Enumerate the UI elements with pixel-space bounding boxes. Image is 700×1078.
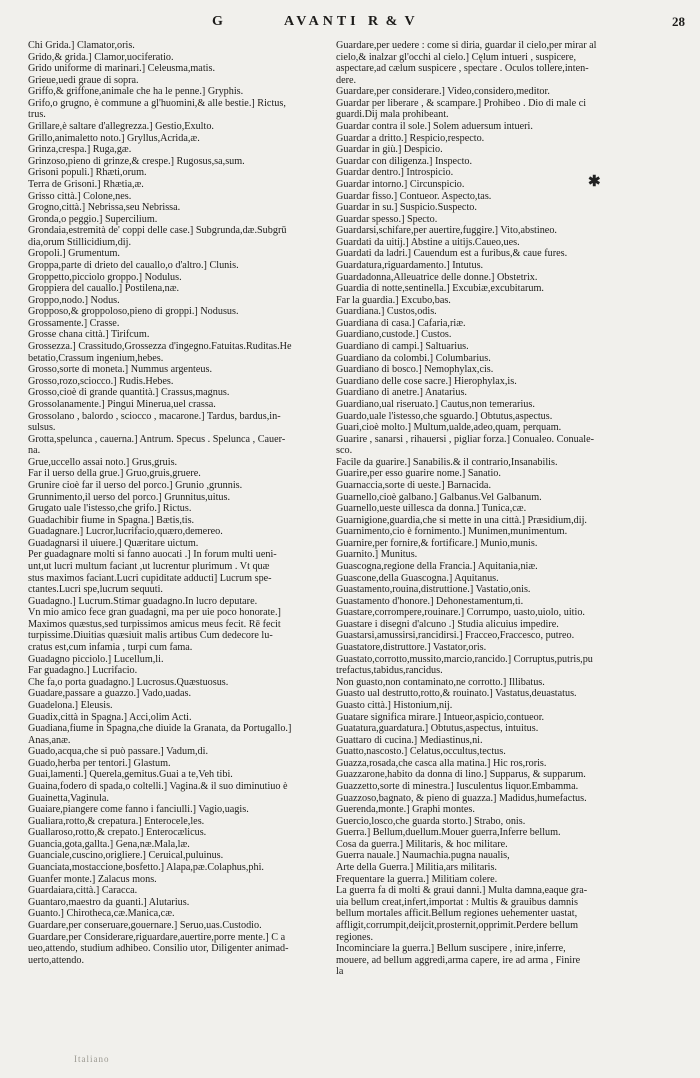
entry-line: Guatare significa mirare.] Intueor,aspicio,contueor. [336, 711, 545, 723]
entry-line: dia,orum Stillicidium,dij. [28, 236, 132, 248]
page-number: 28 [672, 14, 685, 29]
entry-line: Guarnimento,cio è fornimento.] Munimen,munimentum. [336, 526, 568, 538]
entry-line: Guardo,uale l'istesso,che sguardo.] Obtutus,aspectus. [336, 410, 553, 422]
entry-line: Guardar in su.] Suspicio.Suspecto. [336, 202, 477, 214]
entry-line: Guatatura,guardatura.] Obtutus,aspectus, intuitus. [336, 723, 539, 735]
entry-line: Guarnaccia,sorte di ueste.] Barnacida. [336, 479, 492, 491]
entry-line: Guastato,corrotto,mussito,marcio,rancido.] Corruptus,putris,pu [336, 653, 593, 665]
entry-line: Guardiana.] Custos,odis. [336, 306, 437, 318]
entry-line: Guascone,della Guascogna.] Aquitanus. [336, 572, 499, 584]
entry-line: Guadagnare.] Lucror,lucrifacio,quæro,demereo. [28, 526, 223, 538]
entry-line: Guasto ual destrutto,rotto,& rouinato.] Vastatus,deuastatus. [336, 688, 577, 700]
entry-line: Grugato uale l'istesso,che grifo.] Rictus. [28, 503, 192, 515]
entry-line: Guardar per liberare , & scampare.] Prohibeo . Dio di male ci [336, 97, 587, 109]
entry-line: Groppa,parte di drieto del cauallo,o d'altro.] Clunis. [28, 259, 239, 271]
entry-line: Guantaro,maestro da guanti.] Alutarius. [28, 896, 190, 908]
entry-line: Grillare,è saltare d'allegrezza.] Gestio,Exulto. [28, 121, 214, 133]
entry-line: Guadare,passare a guazzo.] Vado,uadas. [28, 688, 192, 700]
entry-line: trefactus,tabidus,rancidus. [336, 665, 443, 677]
entry-line: Grotta,spelunca , cauerna.] Antrum. Specus . Spelunca , Cauer- [28, 433, 286, 445]
entry-line: Grido uniforme di marinari.] Celeusma,matis. [28, 63, 216, 75]
entry-line: Guaiare,piangere come fanno i fanciulli.] Vagio,uagis. [28, 804, 249, 816]
entry-line: Gropoli.] Grumentum. [28, 248, 120, 260]
entry-line: Guazzarone,habito da donna di lino.] Supparus, & supparum. [336, 769, 586, 781]
entry-line: Guarire , sanarsi , rihauersi , pigliar forza.] Conualeo. Conuale- [336, 433, 594, 445]
entry-line: Groppiera del cauallo.] Postilena,næ. [28, 283, 180, 295]
entry-line: Guadiana,fiume in Spagna,che diuide la Granata, da Portugallo.] [28, 723, 292, 735]
entry-line: Far la guardia.] Excubo,bas. [336, 294, 451, 306]
entry-line: betatio,Crassum ingenium,hebes. [28, 352, 164, 364]
entry-line: Chi Grida.] Clamator,oris. [28, 40, 135, 51]
entry-line: Guardiano di campi.] Saltuarius. [336, 341, 469, 353]
entry-line: Cosa da guerra.] Militaris, & hoc militare. [336, 838, 508, 850]
entry-line: Maximos quæstus,sed turpissimos amicus meus fecit. Rē fecit [28, 618, 281, 630]
left-column [28, 40, 330, 966]
entry-line: Griffo,& griffone,animale che ha le penne.] Gryphis. [28, 86, 244, 98]
entry-line: sco. [336, 445, 353, 457]
entry-line: Incominciare la guerra.] Bellum suscipere , inire,inferre, [336, 943, 566, 955]
entry-line: ueo,attendo, studium adhibeo. Consilio utor, Diligenter animad- [28, 943, 289, 955]
entry-line: Guaina,fodero di spada,o coltelli.] Vagina.& il suo diminutiuo è [28, 781, 288, 792]
entry-line: Anas,anæ. [28, 734, 71, 746]
asterisk-ornament-icon: ✱ [588, 174, 601, 190]
entry-line: dere. [336, 74, 357, 86]
entry-line: Grossolano , balordo , sciocco , macarone.] Tardus, bardus,in- [28, 410, 281, 422]
entry-line: Grinzoso,pieno di grinze,& crespe.] Rugosus,sa,sum. [28, 155, 245, 167]
entry-line: Terra de Grisoni.] Rhætia,æ. [28, 178, 144, 190]
entry-line: Grogno,città.] Nebrissa,seu Nebrissa. [28, 202, 181, 214]
running-header [0, 14, 700, 34]
entry-line: Grossamente.] Crasse. [28, 317, 120, 329]
entry-line: Guardar intorno.] Circunspicio. [336, 178, 465, 190]
entry-line: Grido,& grida.] Clamor,uociferatio. [28, 51, 174, 63]
entry-line: Guarnello,cioè galbano.] Galbanus.Vel Galbanum. [336, 491, 542, 503]
entry-line: Guatto,nascosto.] Celatus,occultus,tectus. [336, 746, 506, 758]
entry-line: Guardare,per uedere : come si diria, guardar il cielo,per mirar al [336, 40, 597, 51]
entry-line: Vn mio amico fece gran guadagni, ma per uie poco honorate.] [28, 607, 281, 619]
header-word: AVANTI [284, 14, 360, 29]
entry-line: Far il uerso della grue.] Gruo,gruis,gruere. [28, 468, 201, 480]
entry-line: sulsus. [28, 422, 56, 434]
entry-line: Guadelona.] Eleusis. [28, 699, 113, 711]
entry-line: trus. [28, 109, 46, 121]
entry-line: regiones. [336, 931, 374, 943]
entry-line: Guardare,per conseruare,gouernare.] Seruo,uas.Custodio. [28, 919, 262, 931]
entry-line: Gronda,o peggio.] Supercilium. [28, 213, 158, 225]
entry-line: Guanto.] Chirotheca,cæ.Manica,cæ. [28, 908, 175, 920]
entry-line: Arte della Guerra.] Militia,ars militaris. [336, 862, 497, 874]
entry-line: Guardar fisso.] Contueor. Aspecto,tas. [336, 190, 492, 202]
entry-line: Guerra.] Bellum,duellum.Mouer guerra,Inferre bellum. [336, 827, 561, 839]
entry-line: Guastare,corrompere,rouinare.] Corrumpo, uasto,uiolo, uitio. [336, 607, 585, 619]
entry-line: Grossezza.] Crassitudo,Grossezza d'ingegno.Fatuitas.Ruditas.He [28, 341, 292, 353]
entry-line: Guardar con diligenza.] Inspecto. [336, 155, 473, 167]
entry-line: Guastatore,distruttore.] Vastator,oris. [336, 642, 487, 654]
entry-line: Guari,cioè molto.] Multum,ualde,adeo,quam, perquam. [336, 422, 562, 434]
entry-line: Guastamento,rouina,distruttione.] Vastatio,onis. [336, 584, 531, 596]
entry-line: Che fa,o porta guadagno.] Lucrosus.Quæstuosus. [28, 676, 229, 688]
entry-line: Guardati da uitij.] Abstine a uitijs.Caueo,ues. [336, 236, 520, 248]
entry-line: Guardatura,riguardamento.] Intutus. [336, 259, 484, 271]
entry-line: Guadagnarsi il uiuere.] Quæritare uictum. [28, 537, 199, 549]
entry-line: Guardiano di bosco.] Nemophylax,cis. [336, 364, 494, 376]
entry-line: Per guadagnare molti si fanno auocati .] In forum multi ueni- [28, 549, 277, 561]
entry-line: Guardar spesso.] Specto. [336, 213, 438, 225]
entry-line: Guerenda,monte.] Graphi montes. [336, 804, 475, 816]
entry-line: Guainetta,Vaginula. [28, 792, 109, 804]
entry-line: Non guasto,non contaminato,ne corrotto.] Illibatus. [336, 676, 545, 688]
entry-line: Grosso,sorte di moneta.] Nummus argenteus. [28, 364, 213, 376]
entry-line: stus maximos faciant.Lucri cupiditate adducti] Lucrum spe- [28, 572, 272, 584]
entry-line: affligit,corrumpit,deijcit,prosternit,opprimit.Perdere bellum [336, 919, 578, 931]
entry-line: Gropposo,& groppoloso,pieno di groppi.] Nodusus. [28, 306, 239, 318]
entry-line: Groppo,nodo.] Nodus. [28, 294, 120, 306]
entry-line: Groppetto,picciolo groppo.] Nodulus. [28, 271, 182, 283]
entry-line: Guadachibir fiume in Spagna.] Bætis,tis. [28, 514, 195, 526]
entry-line: Guardadonna,Alleuatrice delle donne.] Obstetrix. [336, 271, 538, 283]
entry-line: Guancia,gota,gallta.] Gena,næ.Mala,læ. [28, 838, 190, 850]
entry-line: Guadagno.] Lucrum.Stimar guadagno.In lucro deputare. [28, 595, 258, 607]
entry-line: turpissime.Diuitias quæsiuit malis artibus Cum dedecore lu- [28, 630, 273, 642]
entry-line: uia bellum creat,infert,importat : Multis & grauibus damnis [336, 896, 578, 908]
entry-line: Guadix,città in Spagna.] Acci,olim Acti. [28, 711, 192, 723]
entry-line: Guardar contra il sole.] Solem aduersum intueri. [336, 121, 533, 133]
entry-line: Grisso città.] Colone,nes. [28, 190, 132, 202]
entry-line: Guazzoso,bagnato, & pieno di guazza.] Madidus,humefactus. [336, 792, 587, 804]
entry-line: Guarire,per esso guarire nome.] Sanatio. [336, 468, 501, 480]
entry-line: Guazzetto,sorte di minestra.] Iusculentus liquor.Embamma. [336, 781, 579, 792]
entry-line: Grue,uccello assai noto.] Grus,gruis. [28, 456, 178, 468]
entry-line: Grunnimento,il uerso del porco.] Grunnitus,uitus. [28, 491, 231, 503]
entry-line: Grieue,uedi graue di sopra. [28, 74, 139, 86]
entry-line: La guerra fa di molti & graui danni.] Multa damna,eaque gra- [336, 885, 588, 897]
entry-line: Guardar dentro.] Introspicio. [336, 167, 454, 179]
entry-line: Guasto città.] Histonium,nij. [336, 699, 453, 711]
entry-line: Guardiano,ual riseruato.] Cautus,non temerarius. [336, 398, 535, 410]
header-letters-range: R & V [368, 14, 417, 29]
entry-line: Guado,acqua,che si può passare.] Vadum,di. [28, 746, 209, 758]
entry-line: Grunire cioè far il uerso del porco.] Grunio ,grunnis. [28, 479, 243, 491]
entry-line: Guadagno picciolo.] Lucellum,li. [28, 653, 164, 665]
entry-line: Guardare,per Considerare,riguardare,auertire,porre mente.] C a [28, 931, 286, 943]
entry-line: Guarnito.] Munitus. [336, 549, 418, 561]
entry-line: Guarnello,ueste uillesca da donna.] Tunica,cæ. [336, 503, 527, 515]
right-column [336, 40, 684, 978]
entry-line: Guardaiara,città.] Caracca. [28, 885, 138, 897]
entry-line: Guastarsi,amussirsi,rancidirsi.] Fracceo,Fraccesco, putreo. [336, 630, 575, 642]
entry-line: Grossolanamente.] Pingui Minerua,uel crassa. [28, 398, 216, 410]
entry-line: Guardare,per considerare.] Video,considero,meditor. [336, 86, 550, 98]
entry-line: Grinza,crespa.] Ruga,gæ. [28, 144, 132, 156]
entry-line: Guado,herba per tentori.] Glastum. [28, 757, 171, 769]
header-letter: G [212, 14, 226, 29]
entry-line: Guascogna,regione della Francia.] Aquitania,niæ. [336, 561, 538, 573]
entry-line: Grondaia,estremità de' coppi delle case.] Subgrunda,dæ.Subgrū [28, 225, 287, 237]
entry-line: Grillo,animaletto noto.] Gryllus,Acrida,æ. [28, 132, 200, 144]
entry-line: Facile da guarire.] Sanabilis.& il contrario,Insanabilis. [336, 456, 558, 468]
entry-line: la [336, 966, 344, 978]
entry-line: Guazza,rosada,che casca alla matina.] Hic ros,roris. [336, 757, 547, 769]
entry-line: Grisoni populi.] Rhæti,orum. [28, 167, 147, 179]
entry-line: na. [28, 445, 41, 457]
entry-line: cratus est,cum infamia , turpi cum fama. [28, 642, 193, 654]
entry-line: Guanfer monte.] Zalacus mons. [28, 873, 157, 885]
entry-line: Guercio,losco,che guarda storto.] Strabo, onis. [336, 815, 526, 827]
entry-line: bellum mortales afficit.Bellum regiones uehementer uastat, [336, 908, 578, 920]
entry-line: mouere, ad bellum aggredi,arma capere, ire ad arma , Finire [336, 954, 581, 966]
entry-line: Guarnire,per fornire,& fortificare.] Munio,munis. [336, 537, 538, 549]
entry-line: Guastare i disegni d'alcuno .] Studia alicuius impedire. [336, 618, 559, 630]
entry-line: Guardiano,custode.] Custos. [336, 329, 452, 341]
entry-line: Guardarsi,schifare,per auertire,fuggire.] Vito,abstineo. [336, 225, 557, 237]
entry-line: unt,ut lucri multum faciant ,ut lucrentur plurimum . Vt quæ [28, 561, 270, 573]
entry-line: Guanciale,cuscino,origliere.] Ceruical,puluinus. [28, 850, 224, 862]
entry-line: Guardia di notte,sentinella.] Excubiæ,excubitarum. [336, 283, 544, 295]
entry-line: Grosso,rozo,sciocco.] Rudis.Hebes. [28, 375, 174, 387]
entry-line: Gualiara,rotto,& crepatura.] Enterocele,les. [28, 815, 205, 827]
entry-line: ctantes.Lucri spe,lucrum sequuti. [28, 584, 163, 596]
entry-line: Guardiano da colombi.] Columbarius. [336, 352, 491, 364]
entry-line: cielo,& inalzar gl'occhi al cielo.] Cęlum intueri , suspicere, [336, 51, 577, 63]
entry-line: Guardar in giù.] Despicio. [336, 144, 443, 156]
entry-line: Guanciata,mostaccione,bosfetto.] Alapa,pæ.Colaphus,phi. [28, 862, 264, 874]
entry-line: Guardati da ladri.] Cauendum est a furibus,& caue fures. [336, 248, 568, 260]
entry-line: Frequentare la guerra.] Militiam colere. [336, 873, 498, 885]
entry-line: Guallaroso,rotto,& crepato.] Enterocælicus. [28, 827, 207, 839]
entry-line: Guardiano di anetre.] Anatarius. [336, 387, 467, 399]
entry-line: Guardar a dritto.] Respicio,respecto. [336, 132, 485, 144]
entry-line: Guattaro di cucina.] Mediastinus,ni. [336, 734, 483, 746]
entry-line: Guastamento d'honore.] Dehonestamentum,ti. [336, 595, 524, 607]
entry-line: Far guadagno.] Lucrifacio. [28, 665, 138, 677]
entry-line: Guai,lamenti.] Querela,gemitus.Guai a te,Veh tibi. [28, 769, 233, 781]
entry-line: guardi.Dij mala prohibeant. [336, 109, 449, 121]
entry-line: Grosso,cioè di grande quantità.] Crassus,magnus. [28, 387, 230, 399]
entry-line: aspectare,ad cælum suspicere , spectare . Oculos tollere,inten- [336, 63, 589, 75]
entry-line: Grosse chana città.] Tirifcum. [28, 329, 150, 341]
entry-line: Guerra nauale.] Naumachia.pugna naualis, [336, 850, 510, 862]
entry-line: Guardiana di casa.] Cafaria,riæ. [336, 317, 466, 329]
footer-faint-mark: Italiano [74, 1054, 110, 1064]
entry-line: Guarnigione,guardia,che si mette in una città.] Præsidium,dij. [336, 514, 587, 526]
entry-line: Guardiano delle cose sacre.] Hierophylax,is. [336, 375, 517, 387]
entry-line: uerto,attendo. [28, 954, 85, 966]
entry-line: Grifo,o grugno, è commune a gl'huomini,& alle bestie.] Rictus, [28, 97, 286, 109]
